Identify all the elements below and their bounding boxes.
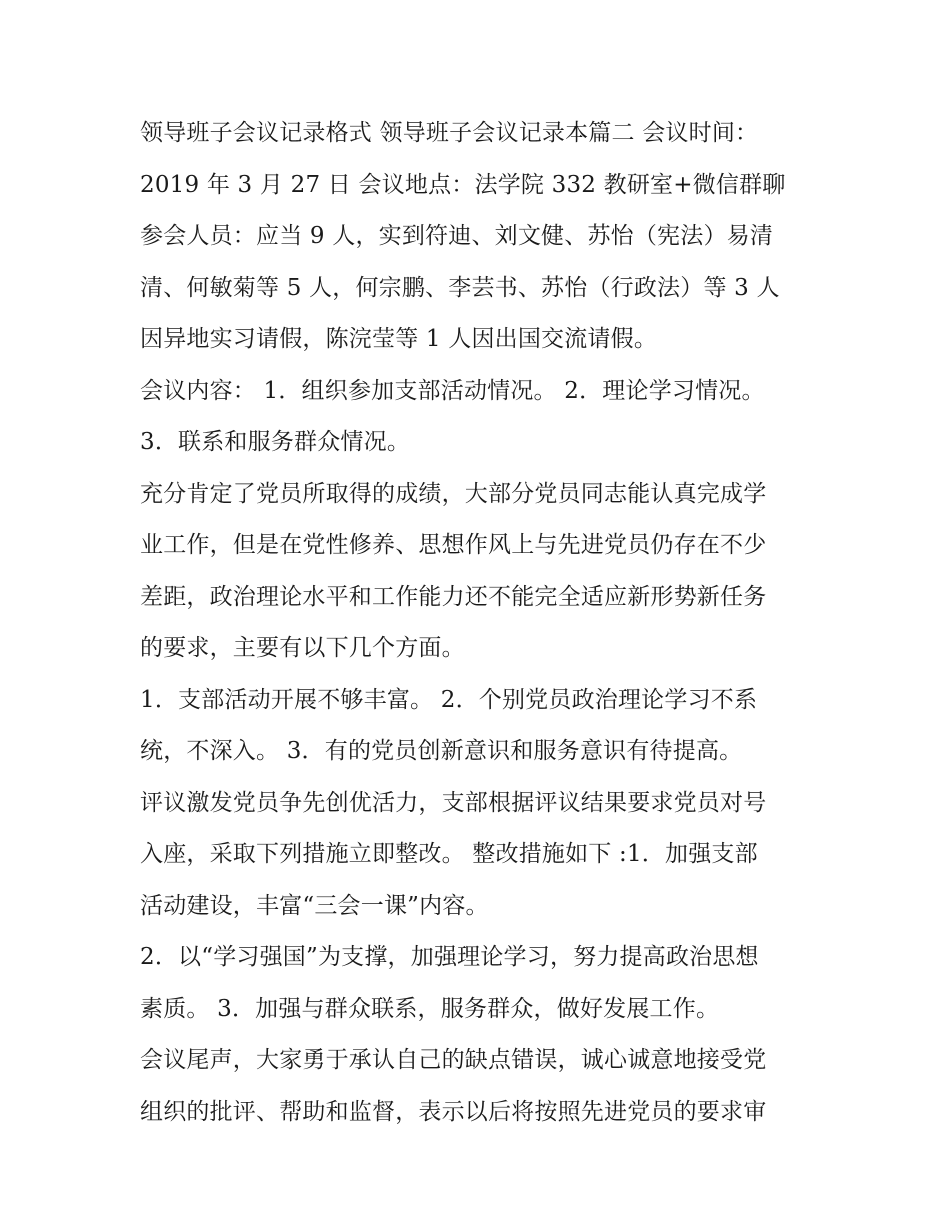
text-line: 1．支部活动开展不够丰富。 2．个别党员政治理论学习不系: [140, 686, 758, 713]
text-line: 2019 年 3 月 27 日 会议地点：法学院 332 教研室+微信群聊: [140, 171, 786, 198]
text-line: 组织的批评、帮助和监督，表示以后将按照先进党员的要求审: [140, 1098, 767, 1125]
text-line: 因异地实习请假，陈浣莹等 1 人因出国交流请假。: [140, 326, 658, 352]
text-line: 参会人员：应当 9 人，实到符迪、刘文健、苏怡（宪法）易清: [140, 223, 774, 249]
text-line: 素质。 3．加强与群众联系，服务群众，做好发展工作。: [140, 995, 720, 1022]
text-line: 入座，采取下列措施立即整改。 整改措施如下 :1．加强支部: [140, 841, 758, 867]
text-line: 清、何敏菊等 5 人，何宗鹏、李芸书、苏怡（行政法）等 3 人: [140, 274, 780, 301]
text-line: 2．以“学习强国”为支撑，加强理论学习，努力提高政治思想: [140, 944, 759, 970]
text-line: 3．联系和服务群众情况。: [140, 429, 411, 455]
text-line: 充分肯定了党员所取得的成绩，大部分党员同志能认真完成学: [140, 480, 767, 507]
text-line: 评议激发党员争先创优活力，支部根据评议结果要求党员对号: [140, 789, 767, 816]
text-line: 统，不深入。 3．有的党员创新意识和服务意识有待提高。: [140, 738, 743, 764]
text-line: 差距，政治理论水平和工作能力还不能完全适应新形势新任务: [140, 583, 767, 610]
text-line: 活动建设，丰富“三会一课”内容。: [140, 892, 489, 919]
text-line: 业工作，但是在党性修养、思想作风上与先进党员仍存在不少: [140, 532, 767, 558]
text-line: 会议尾声，大家勇于承认自己的缺点错误，诚心诚意地接受党: [140, 1047, 767, 1073]
text-line: 的要求，主要有以下几个方面。: [140, 635, 465, 661]
text-line: 会议内容： 1．组织参加支部活动情况。 2．理论学习情况。: [140, 377, 765, 404]
text-line: 领导班子会议记录格式 领导班子会议记录本篇二 会议时间：: [140, 120, 759, 146]
document-body: [140, 108, 830, 1138]
